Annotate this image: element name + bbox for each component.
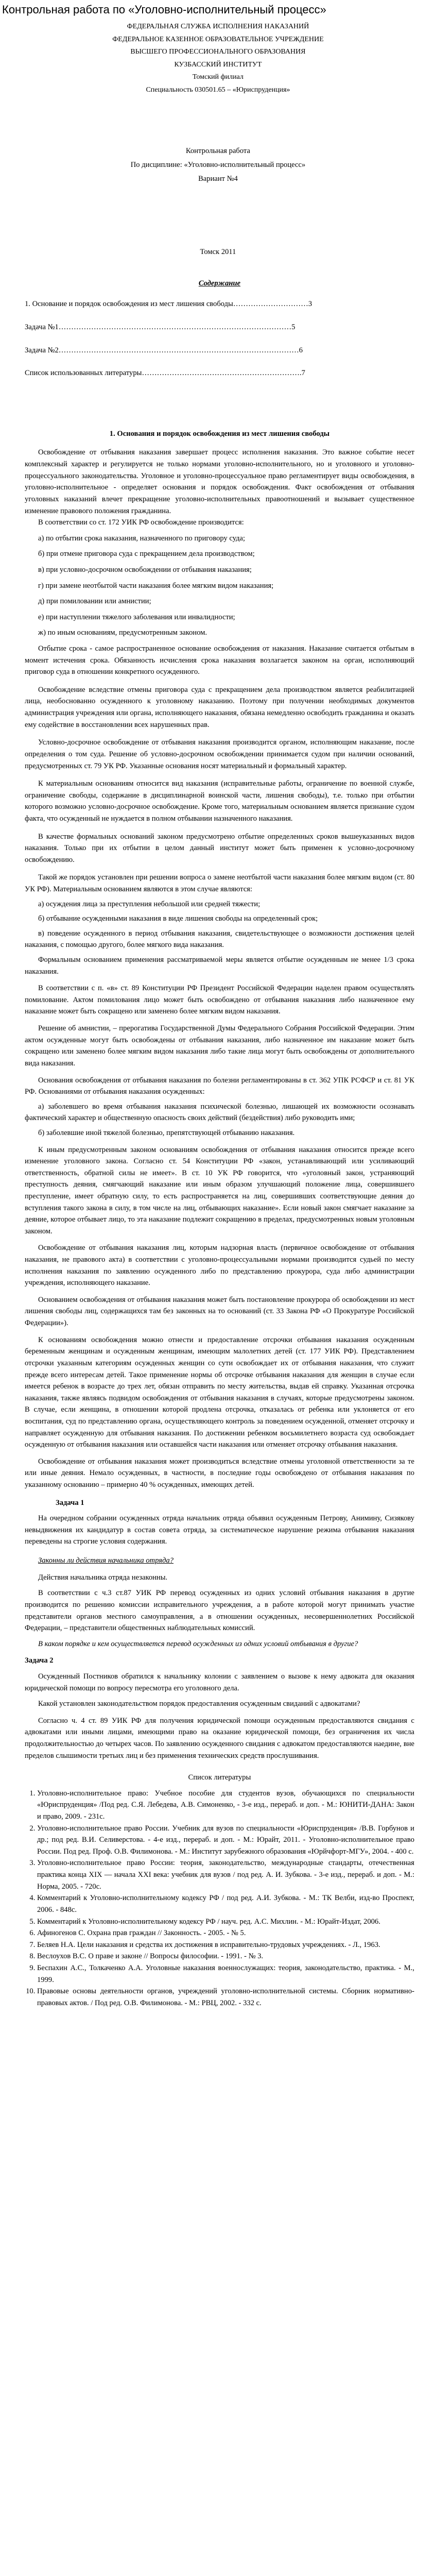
list-item: а) по отбытии срока наказания, назначенного по приговору суда; (38, 534, 246, 543)
header-line-4: КУЗБАССКИЙ ИНСТИТУТ (174, 60, 262, 69)
toc-title: Содержание (198, 279, 241, 287)
list-item: г) при замене неотбытой части наказания более мягким видом наказания; (38, 581, 274, 590)
work-title-block (0, 145, 436, 184)
list-item: б) отбывание осужденными наказания в виде лишения свободы на определенный срок; (38, 914, 318, 923)
list-item: б) заболевшие иной тяжелой болезнью, препятствующей отбыванию наказания. (38, 1128, 295, 1137)
paragraph: К основаниям освобождения можно отнести и предоставление отсрочки отбывания наказания осужденным беременным женщинам и осужденным женщинам, имеющим малолетних детей (ст. 177 УИК РФ). Представлением отсрочки указанным категориям осужденных женщин со сути освобождает их от отбывания наказания, что служит прежде всего интересам детей. Такое применение нормы об отсрочке отбывания наказания для женщин в случае если имеется ребенок в возрасте до трех лет, обязан отправить по месту жительства, выдав ей справку. Указанная отсрочка наказания, также являясь подвидом освобождения от отбывания наказания в случаях, которые предусмотрены законом. В случае, если женщина, в отношении которой продлена отсрочка, отказалась от ребенка или уклоняется от его воспитания, суд по представлению органа, осуществляющего контроль за поведением осужденной, отменяет отсрочку и направляет осужденную для отбывания наказания. По достижении ребенком восьмилетнего возраста суд освобождает осужденную от отбывания наказания или оставшейся части наказания или отменяет отсрочку отбывания наказания. (25, 1335, 414, 1449)
reference-item: 7. Беляев Н.А. Цели наказания и средства их достижения в исправительно-трудовых учреждениях. - Л., 1963. (37, 1939, 414, 1951)
paragraph: К материальным основаниям относится вид наказания (исправительные работы, ограничение по военной службе, ограничение свободы, содержание в дисциплинарной воинской части, лишения свободы), т.е. только при отбытии которого возможно условно-досрочное освобождение. Кроме того, материальным основанием является признание судом факта, что осужденный не нуждается в полном отбывании назначенного наказания. (25, 779, 414, 823)
header-line-6: Специальность 030501.65 – «Юриспруденция» (146, 86, 290, 94)
toc-item-text: Список использованных литературы (25, 369, 142, 378)
toc-item-page: 3 (308, 300, 312, 309)
toc-item[interactable] (25, 345, 414, 357)
document-page (0, 3, 436, 2576)
header-line-1: ФЕДЕРАЛЬНАЯ СЛУЖБА ИСПОЛНЕНИЯ НАКАЗАНИЙ (127, 23, 309, 31)
list-item: в) поведение осужденного в период отбывания наказания, свидетельствующее о возможности достижения целей наказания, с помощью другого, более мягкого вида наказания. (25, 929, 414, 950)
paragraph: Отбытие срока - самое распространенное основание освобождения от наказания. Наказание считается отбытым в момент истечения срока. Обязанность исчисления срока наказания возлагается законом на орган, исполняющий приговор суда в отношении конкретного осужденного. (25, 645, 414, 676)
paragraph: Формальным основанием применения рассматриваемой меры является отбытие осужденным не менее 1/3 срока наказания. (25, 956, 414, 976)
toc-item-page: 7 (301, 369, 305, 378)
toc-item-page: 6 (299, 346, 303, 354)
task-2-answer: Согласно ч. 4 ст. 89 УИК РФ для получения юридической помощи осужденным предоставляются свидания с адвокатами или иными лицами, имеющими право на оказание юридической помощи, без ограничения их числа продолжительностью до четырех часов. По заявлению осужденного свидания с адвокатом предоставляются наедине, вне пределов слышимости третьих лиц и без применения технических средств прослушивания. (25, 1716, 414, 1760)
institution-header (0, 21, 436, 96)
toc-item-text: Задача №2 (25, 346, 59, 354)
header-line-2: ФЕДЕРАЛЬНОЕ КАЗЕННОЕ ОБРАЗОВАТЕЛЬНОЕ УЧРЕЖДЕНИЕ (112, 35, 324, 43)
task-1-title: Задача 1 (56, 1498, 84, 1507)
reference-item: 1. Уголовно-исполнительное право: Учебное пособие для студентов вузов, обучающихся по специальности «Юриспруденция» /Под ред. С.Я. Лебедева, А.В. Симоненко, - 3-е изд., перераб. и доп. - М.: ЮНИТИ-ДАНА: Закон и право, 2009. - 231с. (37, 1788, 414, 1823)
city-year: Томск 2011 (200, 248, 236, 257)
reference-item: 3. Уголовно-исполнительное право России: теория, законодательство, международные стандарты, отечественная практика конца XIX — начала XXI века: учебник для вузов / под ред. А. И. Зубкова. - 3-е изд., перераб. и доп. - М.: Норма, 2005. - 720с. (37, 1857, 414, 1892)
toc-item-text: 1. Основание и порядок освобождения из мест лишения свободы (25, 300, 233, 309)
work-kind: Контрольная работа (186, 147, 250, 156)
list-item: а) осуждения лица за преступления небольшой или средней тяжести; (38, 900, 260, 908)
reference-item: 5. Комментарий к Уголовно-исполнительному кодексу РФ / науч. ред. А.С. Михлин. - М.: Юрайт-Издат, 2006. (37, 1916, 414, 1928)
paragraph: Основанием освобождения от отбывания наказания может быть постановление прокурора об освобождении из мест лишения свободы лиц, содержащихся там без законных на то оснований (ст. 33 Закона РФ «О Прокуратуре Российской Федерации»). (25, 1295, 414, 1328)
paragraph: Освобождение от отбывания наказания лиц, которым надзорная власть (первичное освобождение от отбывания наказания, не правового акта) в соответствии с уголовно-процессуальными нормами производится судьей по месту исполнения наказания по заявлению осужденного либо по представлению прокурора, суда либо администрации учреждения, исполняющего наказание. (25, 1244, 414, 1287)
header-line-5: Томский филиал (193, 73, 243, 81)
paragraph: Такой же порядок установлен при решении вопроса о замене неотбытой части наказания более мягким видом (ст. 80 УК РФ). Материальным основанием являются в этом случае являются: (25, 873, 414, 893)
header-line-3: ВЫСШЕГО ПРОФЕССИОНАЛЬНОГО ОБРАЗОВАНИЯ (130, 48, 306, 56)
toc-item[interactable] (25, 321, 414, 333)
task-1-question-2: В каком порядке и кем осуществляется перевод осужденных из одних условий отбывания в другие? (38, 1639, 358, 1648)
toc-item-page: 5 (291, 323, 295, 332)
document-title: Контрольная работа по «Уголовно-исполнительный процесс» (2, 3, 326, 16)
list-item: б) при отмене приговора суда с прекращением дела производством; (38, 550, 255, 558)
references-title: Список литературы (188, 1773, 251, 1782)
reference-item: 8. Веслоухов В.С. О праве и законе // Вопросы философии. - 1991. - № 3. (37, 1951, 414, 1962)
list-item: а) заболевшего во время отбывания наказания психической болезнью, лишающей их возможности осознавать фактический характер и общественную опасность своих действий (бездействия) либо руководить ими; (25, 1102, 414, 1123)
paragraph: Условно-досрочное освобождение от отбывания наказания производится органом, исполняющим наказание, после определения о том суда. Решение об условно-досрочном освобождении принимается судом при наличии оснований, предусмотренных ст. 79 УК РФ. Указанные основания носят материальный и формальный характер. (25, 738, 414, 770)
reference-item: 2. Уголовно-исполнительное право России. Учебник для вузов по специальности «Юриспруденция» /В.В. Горбунов и др.; под ред. В.И. Селиверстова. - 4-е изд., перераб. и доп. - М.: Юрайт, 2011. - Уголовно-исполнительное право России. Под ред. Проф. О.В. Филимонова. - М.: Институт зарубежного образования «Юрйчфорт-МГУ», 2004. - 400 с. (37, 1823, 414, 1858)
toc-item-dots: …………………………………………………………………………………… (58, 346, 299, 354)
toc-item-dots: ………………………………………………………. (142, 369, 302, 378)
task-1-answer: Действия начальника отряда незаконны. (38, 1573, 168, 1582)
list-item: в) при условно-досрочном освобождении от отбывания наказания; (38, 565, 252, 574)
reference-item: 9. Беспахин А.С., Толкаченко А.А. Уголовные наказания военнослужащих: теория, законодательство, практика. - М., 1999. (37, 1962, 414, 1986)
list-item: д) при помиловании или амнистии; (38, 597, 151, 606)
task-1-explanation: В соответствии с ч.3 ст.87 УИК РФ перевод осужденных из одних условий отбывания наказания в другие производится по решению комиссии исправительного учреждения, а в работе которой могут принимать участие представители органов местного самоуправления, а в отношении осужденных, несовершеннолетних Российской Федерации, – представители общественных наблюдательных комиссий. (25, 1589, 414, 1633)
list-item: ж) по иным основаниям, предусмотренным законом. (38, 629, 207, 637)
work-variant: Вариант №4 (198, 174, 238, 183)
paragraph: В качестве формальных оснований законом предусмотрено отбытие определенных сроков вышеуказанных видов наказания. Только при их отбытии в целом данный институт может быть применен к условно-досрочному освобождению. (25, 832, 414, 864)
reference-item: 10. Правовые основы деятельности органов, учреждений уголовно-исполнительной системы. Сборник нормативно-правовых актов. / Под ред. О.В. Филимонова. - М.: РВЦ, 2002. - 332 с. (37, 1986, 414, 2009)
paragraph: В соответствии со ст. 172 УИК РФ освобождение производится: (38, 518, 244, 527)
toc-item-text: Задача №1 (25, 323, 59, 332)
paragraph: Основания освобождения от отбывания наказания по болезни регламентированы в ст. 362 УПК РСФСР и ст. 81 УК РФ. Основаниями от отбывания наказания осужденных: (25, 1076, 414, 1096)
task-2-question: Какой установлен законодательством порядок предоставления осужденным свиданий с адвокатами? (38, 1700, 360, 1708)
work-discipline: По дисциплине: «Уголовно-исполнительный процесс» (130, 161, 306, 169)
paragraph: Решение об амнистии, – прерогатива Государственной Думы Федерального Собрания Российской Федерации. Этим актом осужденные могут быть освобождены от отбывания наказания, либо назначенное им наказание может быть сокращено или заменено более мягким видом наказания либо такие лица могут быть освобождены от дополнительного вида наказания. (25, 1024, 414, 1067)
paragraph: В соответствии с п. «в» ст. 89 Конституции РФ Президент Российской Федерации наделен правом осуществлять помилование. Актом помилования лицо может быть освобождено от отбывания наказания либо назначенное ему наказание может быть сокращено или заменено более мягким видом наказания. (25, 984, 414, 1016)
toc-item-dots: ………………………… (233, 300, 308, 309)
toc-item[interactable] (25, 298, 414, 310)
paragraph: Освобождение вследствие отмены приговора суда с прекращением дела производством является реабилитацией лица, необоснованно осужденного к уголовному наказанию. Поэтому при получении необходимых документов администрация учреждения или органа, исполняющего наказания, обязана немедленно освободить гражданина и оказать ему содействие в восстановлении всех нарушенных прав. (25, 685, 414, 729)
task-2-condition: Осужденный Постников обратился к начальнику колонии с заявлением о вызове к нему адвоката для оказания юридической помощи по вопросу пересмотра его уголовного дела. (25, 1672, 414, 1692)
list-item: е) при наступлении тяжелого заболевания или инвалидности; (38, 613, 235, 621)
paragraph: Освобождение от отбывания наказания завершает процесс исполнения наказания. Это важное событие несет комплексный характер и регулируется не только нормами уголовно-исполнительного, но и уголовного и уголовно-процессуального законодательства. Уголовное и уголовно-процессуальное право регламентирует виды освобождения, в уголовно-исполнительное - определяет основания и порядок освобождения. Факт освобождения от отбывания уголовных наказаний влечет прекращение уголовно-исполнительных правоотношений и вызывает существенное изменение правового положения гражданина. (25, 448, 414, 515)
task-1-condition: На очередном собрании осужденных отряда начальник отряда объявил осужденным Петрову, Анимину, Сизякову невыдвижения их кандидатур в состав совета отряда, за систематическое нарушение режима отбывания наказания переведены на строгие условия содержания. (25, 1514, 414, 1546)
section-1-body (25, 447, 414, 1490)
reference-item: 6. Афиногенов С. Охрана прав граждан // Законность. - 2005. - № 5. (37, 1927, 414, 1939)
task-2-title: Задача 2 (25, 1656, 54, 1665)
toc-item[interactable] (25, 367, 414, 379)
paragraph: К иным предусмотренным законом основаниям освобождения от отбывания наказания относится прежде всего изменение уголовного закона. Согласно ст. 54 Конституции РФ «закон, устанавливающий или усиливающий ответственность, обратной силы не имеет». В ст. 10 УК РФ говорится, что «уголовный закон, устраняющий преступность деяния, смягчающий наказание или иным образом улучшающий положение лица, совершившего преступление, имеет обратную силу, то есть распространяется на лиц, совершивших соответствующие деяния до вступления такого закона в силу, в том числе на лиц, отбывающих наказание». Если новый закон смягчает наказание за деяние, которое отбывает лицо, то эта наказание подлежит сокращению в пределах, предусмотренных новым уголовным законом. (25, 1145, 414, 1235)
reference-item: 4. Комментарий к Уголовно-исполнительному кодексу РФ / под ред. А.И. Зубкова. - М.: ТК Велби, изд-во Проспект, 2006. - 848с. (37, 1892, 414, 1916)
toc-item-dots: ………………………………………………………………………………… (58, 323, 292, 332)
section-1-title: 1. Основания и порядок освобождения из мест лишения свободы (109, 429, 330, 438)
task-1-question: Законны ли действия начальника отряда? (38, 1556, 174, 1565)
references-list (25, 1788, 414, 2009)
paragraph: Освобождение от отбывания наказания может производиться вследствие отмены уголовной ответственности за те или иные деяния. Немало осужденных, в частности, в последние годы освобождено от отбывания наказания по указанному основанию – примерно 40 % осужденных, имеющих детей. (25, 1457, 414, 1489)
